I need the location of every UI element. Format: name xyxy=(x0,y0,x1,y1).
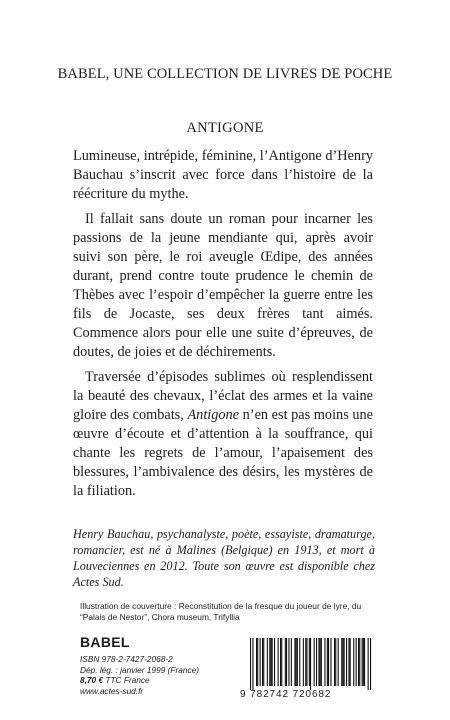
back-cover-blurb xyxy=(73,147,373,507)
publication-info xyxy=(80,654,199,696)
book-title: ANTIGONE xyxy=(186,120,264,136)
barcode-icon xyxy=(246,638,374,690)
blurb-paragraph-1: Lumineuse, intrépide, féminine, l’Antigone d’Henry Bauchau s’inscrit avec force dans l’histoire de la réécriture du mythe. xyxy=(73,148,373,202)
price-line xyxy=(80,675,199,686)
blurb-paragraph-2: Il fallait sans doute un roman pour incarner les passions de la jeune mendiante qui, après avoir suivi son père, le roi aveugle Œdipe, des années durant, prend contre toute prudence le chemin de Thèbes avec l’espoir d’empêcher la guerre entre les fils de Jocaste, ses deux frères tant aimés. Commence alors pour elle une suite d’épreuves, de doutes, de joies et de déchirements. xyxy=(73,211,373,360)
blurb-p3-end: n’en est pas moins une œuvre d’écoute et d’attention à la souffrance, qui chante les regrets de l’amour, l’apaisement des blessures, l’ambivalence des désirs, les mystères de la filiation. xyxy=(73,407,374,499)
series-heading: BABEL, UNE COLLECTION DE LIVRES DE POCHE xyxy=(57,66,393,82)
cover-illustration-credit: Illustration de couverture : Reconstitution de la fresque du joueur de lyre, du “Palais de Nestor”, Chora museum, Trifyllia xyxy=(80,601,362,622)
price-value: 8,70 € xyxy=(80,675,104,685)
legal-deposit-line: Dép. lég. : janvier 1999 (France) xyxy=(80,664,199,675)
blurb-paragraph-3 xyxy=(73,368,373,501)
barcode-number: 9 782742 720682 xyxy=(240,689,332,700)
website-line: www.actes-sud.fr xyxy=(80,685,144,696)
author-bio: Henry Bauchau, psychanalyste, poète, essayiste, dramaturge, romancier, est né à Malines (Belgique) en 1913, et mort à Louveciennes en 2012. Toute son œuvre est disponible chez Actes Sud. xyxy=(73,527,375,589)
isbn-line: ISBN 978-2-7427-2068-2 xyxy=(80,654,173,664)
blurb-p3-start: Traversée d’épisodes sublimes où resplendissent la beauté des chevaux, l’éclat des armes et la vaine gloire des combats, xyxy=(73,369,373,423)
blurb-p3-title: Antigone xyxy=(187,407,240,423)
price-suffix: TTC France xyxy=(105,675,150,685)
imprint-logo: BABEL xyxy=(80,634,130,650)
